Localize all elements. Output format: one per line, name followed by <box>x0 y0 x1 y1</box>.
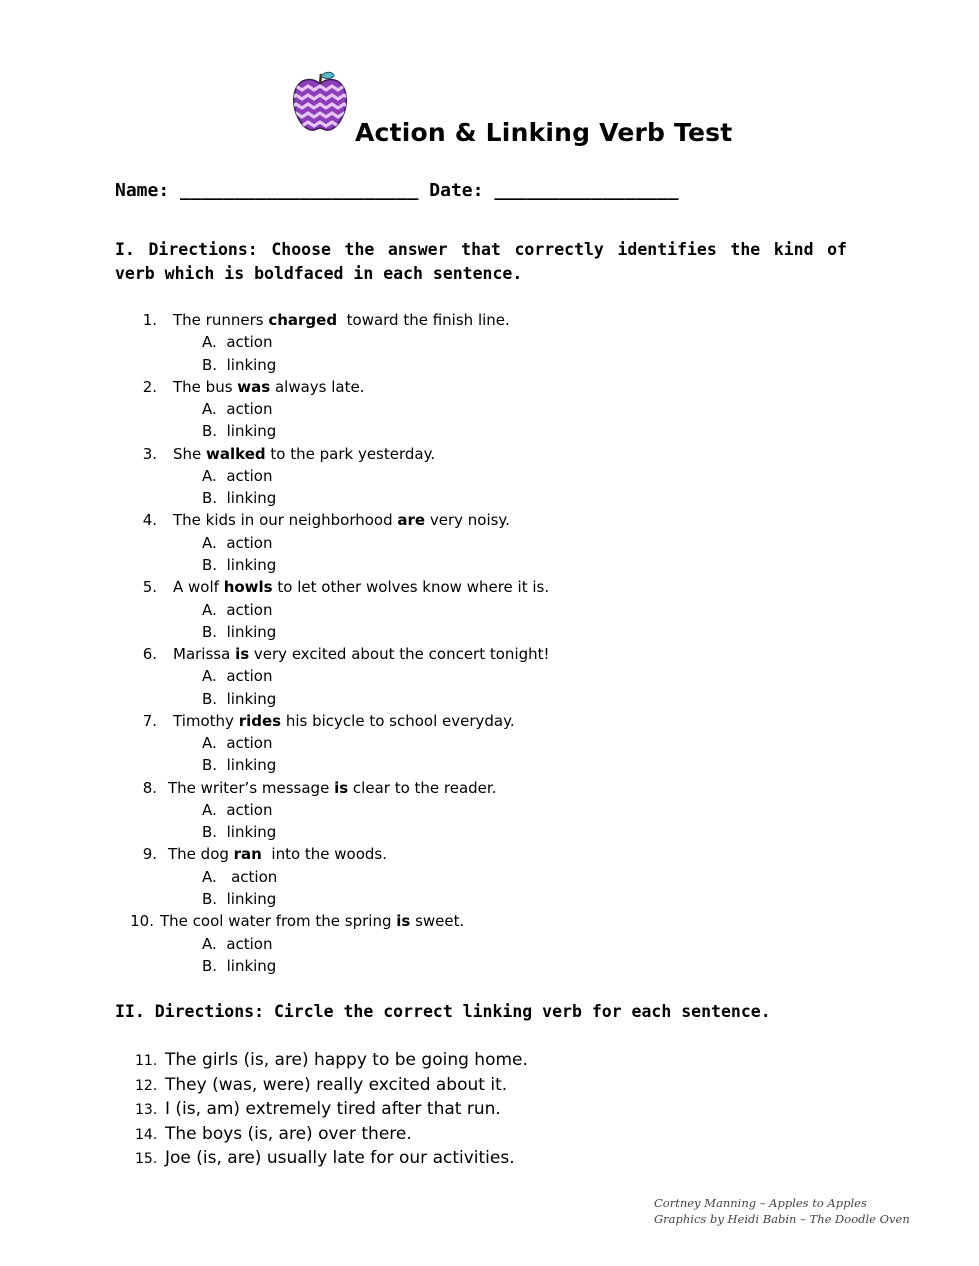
answer-option-a[interactable] <box>202 601 272 619</box>
option-letter: B. <box>202 422 227 441</box>
question-text <box>173 511 510 529</box>
question-text <box>168 779 496 797</box>
page-title: Action & Linking Verb Test <box>355 118 733 147</box>
boldfaced-verb: is <box>334 778 349 797</box>
boldfaced-verb: charged <box>268 311 338 329</box>
answer-option-b[interactable] <box>202 823 276 841</box>
option-letter: A. <box>202 734 227 753</box>
answer-option-b[interactable] <box>202 690 276 708</box>
answer-option-a[interactable] <box>202 467 272 485</box>
option-letter: A. <box>202 400 227 419</box>
option-letter: A. <box>202 333 227 352</box>
question-text-after: always late. <box>270 377 365 396</box>
question-text-after: clear to the reader. <box>348 778 497 797</box>
section2-directions: II. Directions: Circle the correct linking verb for each sentence. <box>115 1002 771 1021</box>
circle-question-text[interactable]: They (was, were) really excited about it. <box>165 1074 508 1095</box>
answer-option-b[interactable] <box>202 356 276 374</box>
circle-question-text[interactable]: I (is, am) extremely tired after that run. <box>165 1099 501 1120</box>
question-number: 7. <box>142 711 157 730</box>
question-text-after: to the park yesterday. <box>265 444 436 463</box>
option-letter: A. <box>202 600 227 619</box>
question-number: 2. <box>142 377 157 396</box>
name-field[interactable]: ______________________ <box>180 180 419 201</box>
question-text-before: Marissa <box>173 645 236 663</box>
option-label: linking <box>226 556 277 574</box>
question-text-after: toward the finish line. <box>337 311 510 329</box>
answer-option-a[interactable] <box>202 801 272 819</box>
option-letter: B. <box>202 956 227 975</box>
answer-option-b[interactable] <box>202 890 276 908</box>
option-label: action <box>226 800 273 819</box>
boldfaced-verb: howls <box>223 578 273 597</box>
option-letter: B. <box>202 890 227 908</box>
name-label: Name: <box>115 180 170 201</box>
option-label: linking <box>226 890 277 908</box>
option-letter: A. <box>202 800 227 819</box>
option-label: linking <box>226 756 277 775</box>
boldfaced-verb: was <box>237 377 271 396</box>
option-letter: B. <box>202 489 227 508</box>
section1-directions: I. Directions: Choose the answer that correctly identifies the kind of verb which is boldfaced in each sentence. <box>115 240 847 283</box>
question-text-before: A wolf <box>173 578 224 597</box>
answer-option-a[interactable] <box>202 400 272 418</box>
option-label: linking <box>226 622 277 641</box>
option-letter: B. <box>202 355 227 374</box>
option-letter: B. <box>202 823 227 842</box>
circle-question-text[interactable]: Joe (is, are) usually late for our activities. <box>165 1148 515 1169</box>
question-number: 8. <box>142 778 157 797</box>
option-label: action <box>226 600 273 619</box>
question-text <box>173 578 549 596</box>
circle-question-text[interactable]: The boys (is, are) over there. <box>165 1123 412 1144</box>
question-text-before: The dog <box>168 845 234 864</box>
question-number: 1. <box>142 311 157 329</box>
apple-icon <box>290 70 350 134</box>
question-text <box>168 845 387 863</box>
boldfaced-verb: rides <box>238 711 282 730</box>
question-text-after: very excited about the concert tonight! <box>249 645 550 663</box>
option-label: linking <box>226 956 277 975</box>
date-field[interactable]: _________________ <box>494 180 679 201</box>
option-label: action <box>226 533 273 552</box>
option-label: action <box>226 734 273 753</box>
boldfaced-verb: is <box>235 645 250 663</box>
question-number: 13. <box>135 1102 158 1119</box>
question-text-before: The bus <box>173 377 238 396</box>
option-label: linking <box>226 689 277 708</box>
question-text-before: The runners <box>173 311 269 329</box>
question-text-before: Timothy <box>173 711 239 730</box>
answer-option-b[interactable] <box>202 756 276 774</box>
answer-option-b[interactable] <box>202 489 276 507</box>
option-label: action <box>226 667 273 686</box>
question-number: 4. <box>142 511 157 530</box>
question-number: 11. <box>135 1053 158 1069</box>
question-text-after: to let other wolves know where it is. <box>272 578 550 597</box>
question-text <box>173 712 515 730</box>
option-label: linking <box>226 489 277 508</box>
question-number: 6. <box>142 645 157 663</box>
boldfaced-verb: are <box>397 511 426 530</box>
option-letter: B. <box>202 756 227 775</box>
option-label: action <box>226 466 273 485</box>
option-label: linking <box>226 422 277 441</box>
option-letter: A. <box>202 667 227 686</box>
question-number: 9. <box>142 845 157 864</box>
boldfaced-verb: is <box>396 912 411 931</box>
name-date-line <box>115 180 679 201</box>
question-number: 10. <box>130 912 154 931</box>
question-text-before: The writer’s message <box>168 778 335 797</box>
question-text-before: The kids in our neighborhood <box>173 511 398 530</box>
question-number: 14. <box>135 1126 158 1143</box>
option-letter: B. <box>202 689 227 708</box>
answer-option-a[interactable] <box>202 667 272 685</box>
answer-option-a[interactable] <box>202 534 272 552</box>
answer-option-a[interactable] <box>202 935 272 953</box>
question-number: 12. <box>135 1077 158 1094</box>
question-text-after: very noisy. <box>425 511 510 530</box>
option-label: action <box>226 400 273 419</box>
question-text <box>173 645 550 663</box>
credit-author: Cortney Manning – Apples to Apples <box>654 1196 867 1210</box>
question-text-before: She <box>173 444 207 463</box>
option-label: linking <box>226 823 277 842</box>
option-label: action <box>226 934 273 953</box>
answer-option-b[interactable] <box>202 556 276 574</box>
option-letter: B. <box>202 556 227 574</box>
boldfaced-verb: ran <box>233 845 262 864</box>
option-letter: A. <box>202 934 227 953</box>
boldfaced-verb: walked <box>206 444 266 463</box>
answer-option-a[interactable] <box>202 868 277 886</box>
question-text <box>173 445 435 463</box>
question-number: 3. <box>142 444 157 463</box>
date-label: Date: <box>429 180 484 201</box>
question-text-after: sweet. <box>410 912 465 931</box>
circle-question-text[interactable]: The girls (is, are) happy to be going home. <box>165 1050 528 1070</box>
credit-graphics: Graphics by Heidi Babin – The Doodle Oven <box>654 1212 910 1226</box>
question-text <box>173 311 510 329</box>
question-number: 15. <box>135 1151 158 1168</box>
answer-option-a[interactable] <box>202 734 272 752</box>
option-letter: B. <box>202 622 227 641</box>
question-text <box>160 912 464 930</box>
question-text-after: his bicycle to school everyday. <box>281 711 515 730</box>
option-label: action <box>226 867 278 886</box>
option-letter: A. <box>202 867 227 886</box>
answer-option-b[interactable] <box>202 957 276 975</box>
answer-option-a[interactable] <box>202 333 272 351</box>
answer-option-b[interactable] <box>202 422 276 440</box>
option-letter: A. <box>202 533 227 552</box>
answer-option-b[interactable] <box>202 623 276 641</box>
option-label: action <box>226 333 273 352</box>
option-label: linking <box>226 355 277 374</box>
question-text <box>173 378 365 396</box>
question-text-after: into the woods. <box>261 845 388 864</box>
question-text-before: The cool water from the spring <box>160 912 397 931</box>
question-number: 5. <box>142 578 157 597</box>
option-letter: A. <box>202 466 227 485</box>
